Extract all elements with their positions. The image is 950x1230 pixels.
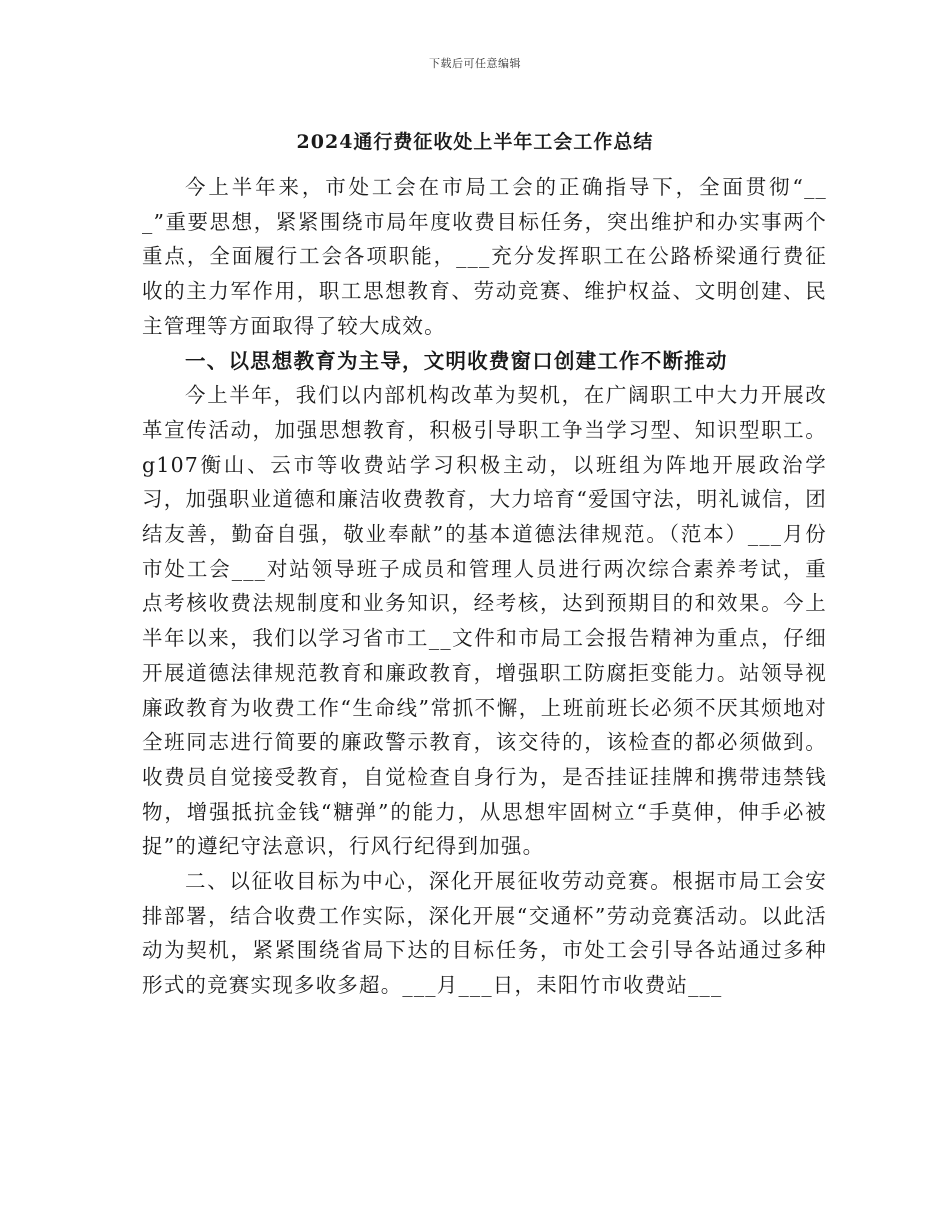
section-heading-1: 一、以思想教育为主导，文明收费窗口创建工作不断推动 <box>185 348 728 373</box>
section-1-paragraph: 今上半年，我们以内部机构改革为契机，在广阔职工中大力开展改革宣传活动，加强思想教育，积极引导职工争当学习型、知识型职工。g107衡山、云市等收费站学习积极主动，以班组为阵地开展政治学习，加强职业道德和廉洁收费教育，大力培育“爱国守法，明礼诚信，团结友善，勤奋自强，敬业奉献”的基本道德法律规范。（范本）___月份市处工会___对站领导班子成员和管理人员进行两次综合素养考试，重点考核收费法规制度和业务知识，经考核，达到预期目的和效果。今上半年以来，我们以学习省市工__文件和市局工会报告精神为重点，仔细开展道德法律规范教育和廉政教育，增强职工防腐拒变能力。站领导视廉政教育为收费工作“生命线”常抓不懈，上班前班长必须不厌其烦地对全班同志进行简要的廉政警示教育，该交待的，该检查的都必须做到。收费员自觉接受教育，自觉检查自身行为，是否挂证挂牌和携带违禁钱物，增强抵抗金钱“糖弹”的能力，从思想牢固树立“手莫伸，伸手必被捉”的遵纪守法意识，行风行纪得到加强。 <box>142 383 827 859</box>
document-body <box>142 170 827 1003</box>
document-title: 2024通行费征收处上半年工会工作总结 <box>296 131 654 153</box>
header-note: 下载后可任意编辑 <box>429 57 521 70</box>
section-2-paragraph: 二、以征收目标为中心，深化开展征收劳动竞赛。根据市局工会安排部署，结合收费工作实际，深化开展“交通杯”劳动竞赛活动。以此活动为契机，紧紧围绕省局下达的目标任务，市处工会引导各站通过多种形式的竞赛实现多收多超。___月___日，耒阳竹市收费站___ <box>142 869 827 998</box>
intro-paragraph: 今上半年来，市处工会在市局工会的正确指导下，全面贯彻“___”重要思想，紧紧围绕市局年度收费目标任务，突出维护和办实事两个重点，全面履行工会各项职能，___充分发挥职工在公路桥梁通行费征收的主力军作用，职工思想教育、劳动竞赛、维护权益、文明创建、民主管理等方面取得了较大成效。 <box>142 175 827 338</box>
